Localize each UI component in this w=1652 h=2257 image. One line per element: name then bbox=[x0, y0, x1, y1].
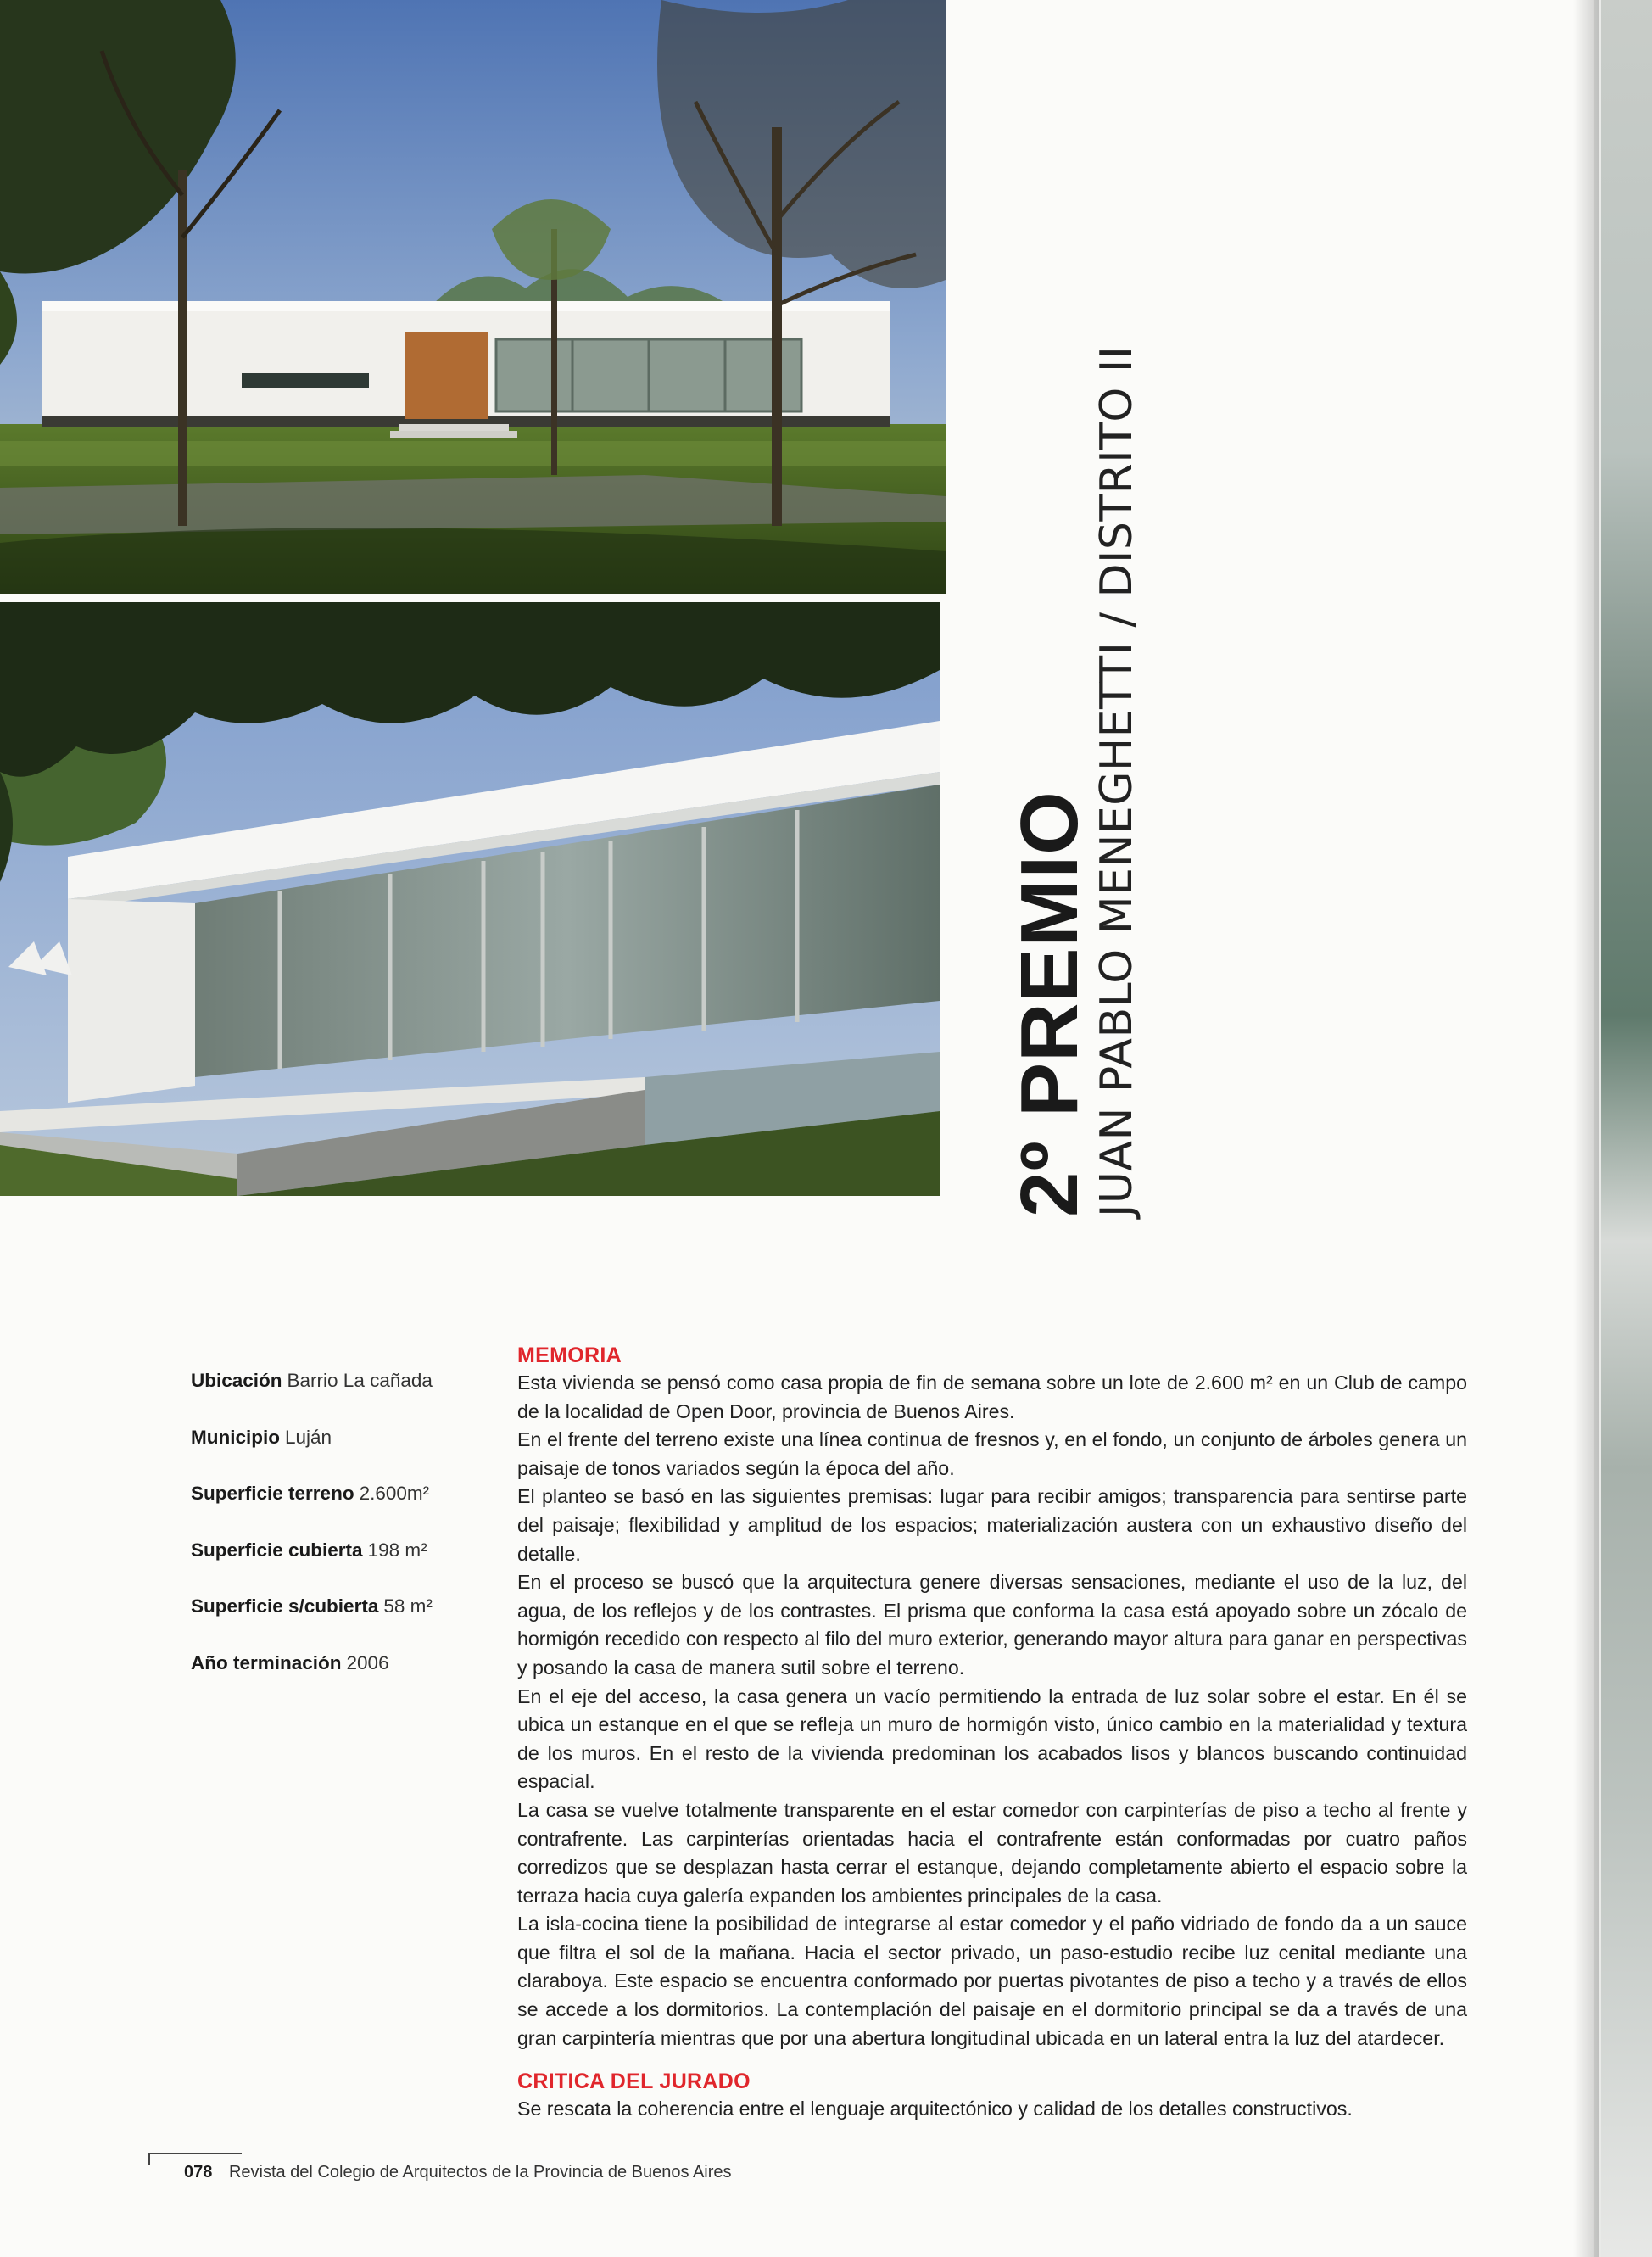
memoria-paragraph: Esta vivienda se pensó como casa propia de fin de semana sobre un lote de 2.600 m² en un Club de campo de la localidad de Open Door, provincia de Buenos Aires. bbox=[517, 1372, 1467, 1422]
adjacent-page-edge bbox=[1594, 0, 1652, 2257]
spec-ano-terminacion bbox=[191, 1652, 496, 1709]
spec-label: Superficie s/cubierta bbox=[191, 1595, 379, 1617]
award-title: 2º PREMIO bbox=[1004, 791, 1095, 1217]
vertical-title bbox=[1004, 345, 1145, 1217]
spec-value: 58 m² bbox=[383, 1595, 433, 1617]
spec-superficie-semicubierta bbox=[191, 1595, 496, 1652]
spec-superficie-terreno bbox=[191, 1483, 496, 1539]
spec-label: Superficie cubierta bbox=[191, 1539, 363, 1561]
spec-label: Municipio bbox=[191, 1426, 280, 1448]
spec-value: Luján bbox=[285, 1426, 332, 1448]
memoria-paragraph: El planteo se basó en las siguientes premisas: lugar para recibir amigos; transparencia para sentirse parte del paisaje; flexibilidad y amplitud de los espacios; materialización austera con un exhaustivo diseño del detalle. bbox=[517, 1485, 1467, 1565]
page-gutter-shadow bbox=[1573, 0, 1599, 2257]
photo-house-terrace bbox=[0, 602, 940, 1196]
memoria-paragraph: La casa se vuelve totalmente transparente en el estar comedor con carpinterías de piso a techo al frente y contrafrente. Las carpinterías orientadas hacia el contrafrente están conformadas por cuatro paños corredizos que se desplazan hasta cerrar el estanque, dejando completamente abierto el espacio sobre la terraza hacia cuya galería expanden los ambientes principales de la casa. bbox=[517, 1798, 1467, 1907]
page-number: 078 bbox=[184, 2163, 213, 2182]
spec-value: 198 m² bbox=[367, 1539, 427, 1561]
footer-rule bbox=[148, 2153, 242, 2154]
spec-label: Año terminación bbox=[191, 1651, 342, 1673]
memoria-paragraph: En el frente del terreno existe una línea continua de fresnos y, en el fondo, un conjunto de árboles genera un paisaje de tonos variados según la época del año. bbox=[517, 1428, 1467, 1479]
spec-value: Barrio La cañada bbox=[287, 1370, 433, 1391]
project-data-sheet bbox=[191, 1370, 496, 1709]
memoria-heading: MEMORIA bbox=[517, 1344, 622, 1367]
spec-value: 2.600m² bbox=[359, 1483, 430, 1505]
page-footer bbox=[184, 2163, 732, 2182]
article-body bbox=[517, 1342, 1467, 2124]
spec-value: 2006 bbox=[346, 1651, 389, 1673]
critica-text: Se rescata la coherencia entre el lenguaje arquitectónico y calidad de los detalles constructivos. bbox=[517, 2098, 1353, 2120]
journal-name: Revista del Colegio de Arquitectos de la Provincia de Buenos Aires bbox=[228, 2163, 732, 2182]
photo-house-front-image bbox=[0, 0, 946, 594]
spec-label: Superficie terreno bbox=[191, 1483, 354, 1505]
photo-house-front bbox=[0, 0, 946, 594]
footer-rule-tick bbox=[148, 2153, 150, 2165]
memoria-paragraph: En el proceso se buscó que la arquitectura genere diversas sensaciones, mediante el uso de la luz, del agua, de los reflejos y de los contrastes. El prisma que conforma la casa está apoyado sobre un zócalo de hormigón recedido con respecto al filo del muro exterior, generando mayor altura para ganar en perspectivas y posando la casa de manera sutil sobre el terreno. bbox=[517, 1571, 1467, 1679]
photo-house-terrace-image bbox=[0, 602, 940, 1196]
spec-ubicacion bbox=[191, 1370, 496, 1427]
spec-superficie-cubierta bbox=[191, 1539, 496, 1596]
spec-label: Ubicación bbox=[191, 1370, 282, 1391]
author-line: JUAN PABLO MENEGHETTI / DISTRITO II bbox=[1091, 345, 1142, 1217]
memoria-paragraph: En el eje del acceso, la casa genera un vacío permitiendo la entrada de luz solar sobre el estar. En él se ubica un estanque en el que se refleja un muro de hormigón visto, único cambio en la materialidad y textura de los muros. En el resto de la vivienda predominan los acabados lisos y blancos buscando continuidad espacial. bbox=[517, 1684, 1467, 1793]
memoria-paragraph: La isla-cocina tiene la posibilidad de integrarse al estar comedor y el paño vidriado de fondo da a un sauce que filtra el sol de la mañana. Hacia el sector privado, un paso-estudio recibe luz cenital mediante una claraboya. Este espacio se encuentra conformado por puertas pivotantes de piso a techo y a través de ellos se accede a los dormitorios. La contemplación del paisaje en el dormitorio principal se da a través de una gran carpintería mientras que por una abertura longitudinal ubicada en un lateral entra la luz del atardecer. bbox=[517, 1913, 1467, 2049]
critica-heading: CRITICA DEL JURADO bbox=[517, 2070, 751, 2094]
spec-municipio bbox=[191, 1427, 496, 1483]
